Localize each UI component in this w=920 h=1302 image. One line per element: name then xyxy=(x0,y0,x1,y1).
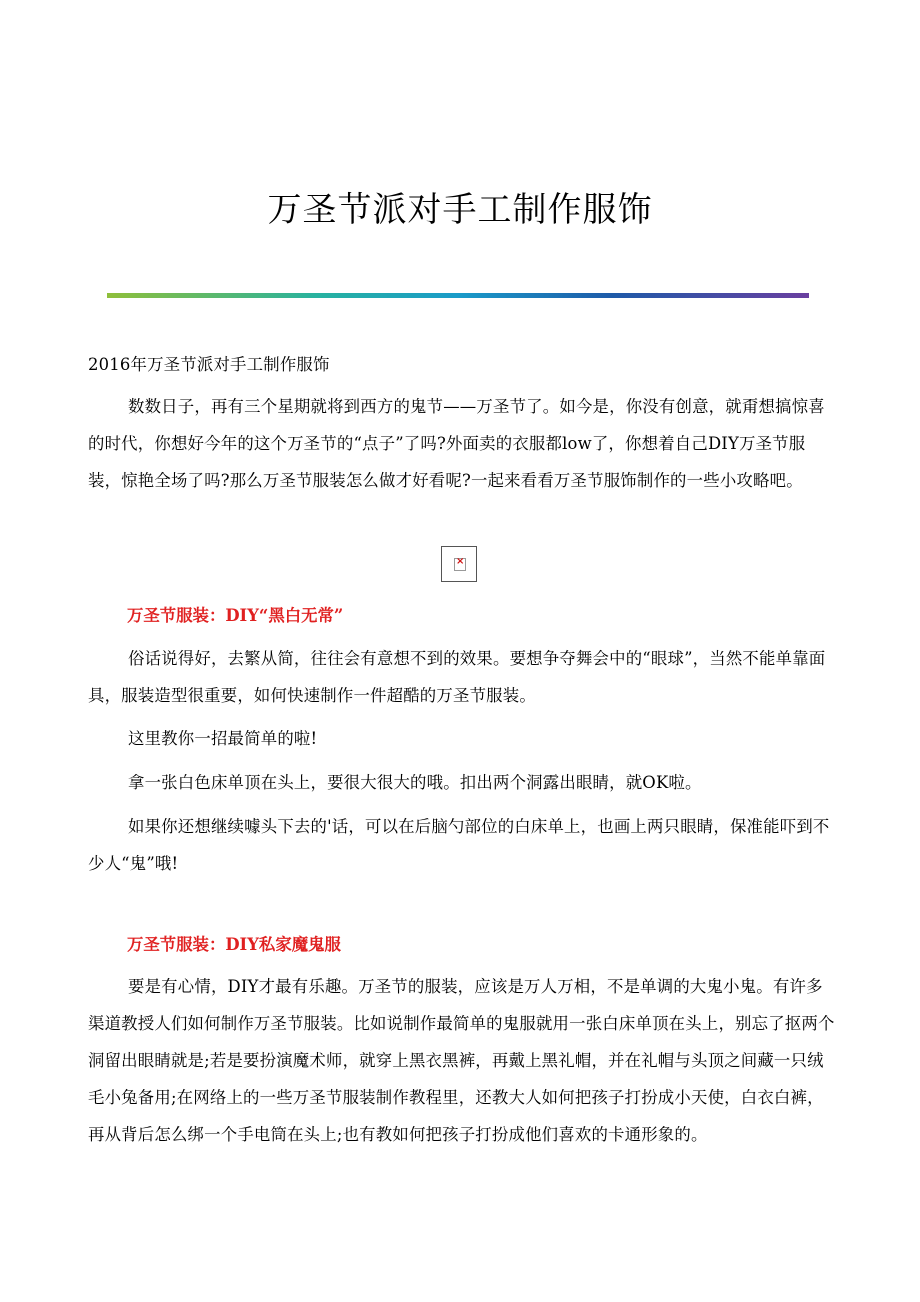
title-divider xyxy=(107,293,809,298)
intro-heading: 2016年万圣节派对手工制作服饰 xyxy=(88,355,330,374)
broken-image-icon xyxy=(441,546,477,582)
section2-heading: 万圣节服装：DIY私家魔鬼服 xyxy=(127,935,341,954)
section1-heading: 万圣节服装：DIY“黑白无常” xyxy=(127,606,344,625)
intro-paragraph: 数数日子，再有三个星期就将到西方的鬼节——万圣节了。如今是，你没有创意，就甭想搞惊喜的时代，你想好今年的这个万圣节的“点子”了吗?外面卖的衣服都low了，你想着自己DIY万圣节服装，惊艳全场了吗?那么万圣节服装怎么做才好看呢?一起来看看万圣节服饰制作的一些小攻略吧。 xyxy=(88,397,825,490)
section1-paragraph-1: 俗话说得好，去繁从简，往往会有意想不到的效果。要想争夺舞会中的“眼球”，当然不能单靠面具，服装造型很重要，如何快速制作一件超酷的万圣节服装。 xyxy=(88,649,826,705)
section1-paragraph-2: 这里教你一招最简单的啦! xyxy=(128,729,318,748)
section2-paragraph: 要是有心情，DIY才最有乐趣。万圣节的服装，应该是万人万相，不是单调的大鬼小鬼。有许多渠道教授人们如何制作万圣节服装。比如说制作最简单的鬼服就用一张白床单顶在头上，别忘了抠两个洞留出眼睛就是;若是要扮演魔术师，就穿上黑衣黑裤，再戴上黑礼帽，并在礼帽与头顶之间藏一只绒毛小兔备用;在网络上的一些万圣节服装制作教程里，还教大人如何把孩子打扮成小天使，白衣白裤，再从背后怎么绑一个手电筒在头上;也有教如何把孩子打扮成他们喜欢的卡通形象的。 xyxy=(88,977,835,1144)
section1-paragraph-3: 拿一张白色床单顶在头上，要很大很大的哦。扣出两个洞露出眼睛，就OK啦。 xyxy=(128,773,702,792)
page-title: 万圣节派对手工制作服饰 xyxy=(267,190,653,230)
section1-paragraph-4: 如果你还想继续噱头下去的'话，可以在后脑勺部位的白床单上，也画上两只眼睛，保准能吓到不少人“鬼”哦! xyxy=(88,817,830,873)
